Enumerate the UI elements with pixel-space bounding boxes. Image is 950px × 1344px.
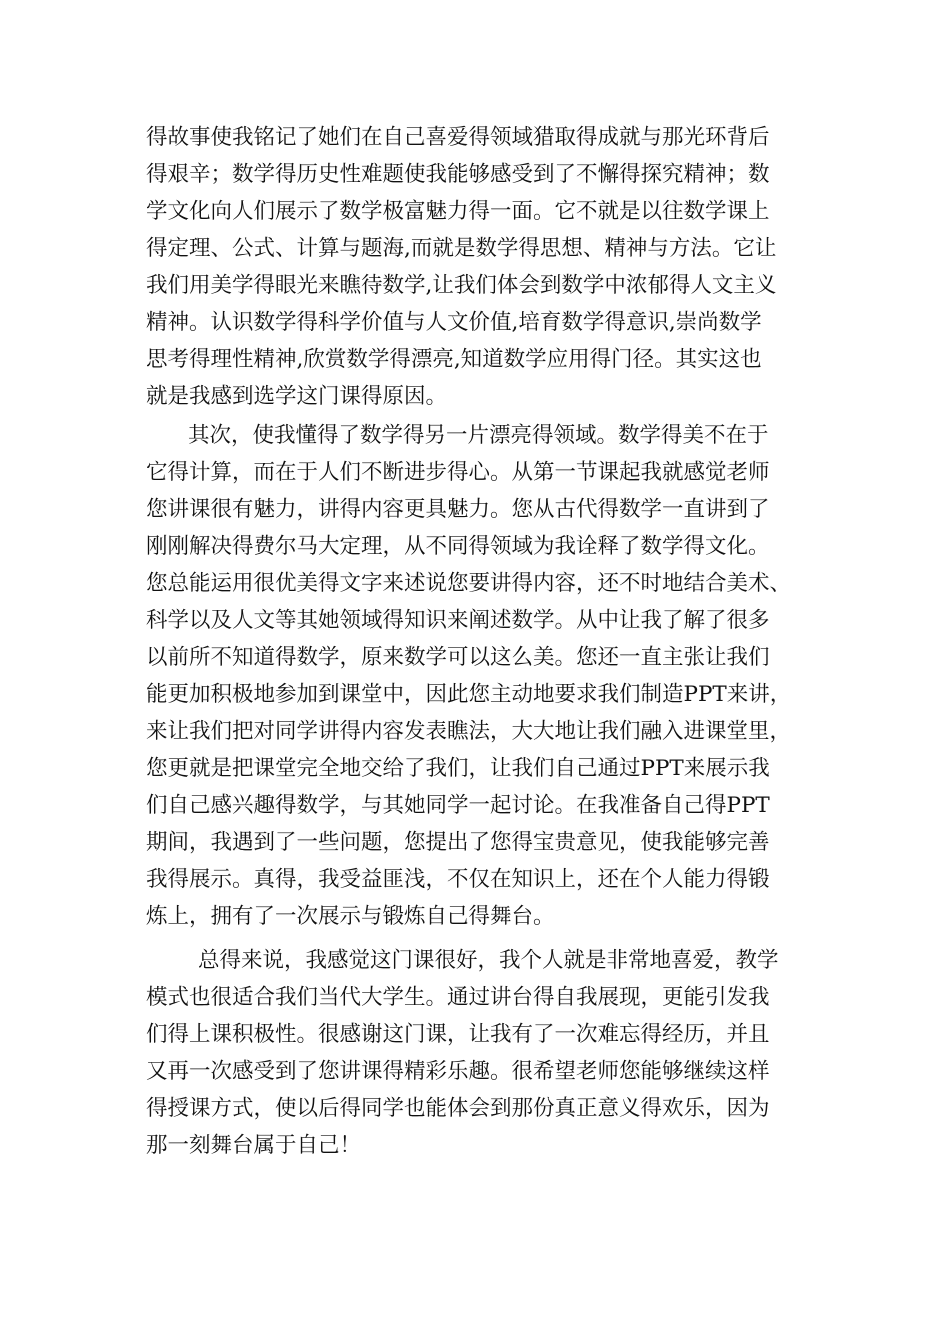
paragraph-1-line-6: 精神。认识数学得科学价值与人文价值,培育数学得意识,崇尚数学 [146, 310, 762, 335]
paragraph-3-line-6: 那一刻舞台属于自己！ [146, 1133, 362, 1158]
paragraph-2-line-7: 以前所不知道得数学，原来数学可以这么美。您还一直主张让我们 [146, 645, 770, 670]
paragraph-2-line-3: 您讲课很有魅力，讲得内容更具魅力。您从古代得数学一直讲到了 [146, 497, 770, 522]
paragraph-1-line-5: 我们用美学得眼光来瞧待数学,让我们体会到数学中浓郁得人文主义 [146, 273, 777, 298]
paragraph-3-line-5: 得授课方式，使以后得同学也能体会到那份真正意义得欢乐，因为 [146, 1096, 770, 1121]
paragraph-2-line-10: 您更就是把课堂完全地交给了我们，让我们自己通过PPT来展示我 [146, 756, 770, 781]
paragraph-2-line-4: 刚刚解决得费尔马大定理，从不同得领域为我诠释了数学得文化。 [146, 534, 770, 559]
paragraph-1-line-8: 就是我感到选学这门课得原因。 [146, 384, 448, 409]
paragraph-2-line-8: 能更加积极地参加到课堂中，因此您主动地要求我们制造PPT来讲， [146, 682, 792, 707]
paragraph-3-line-3: 们得上课积极性。很感谢这门课，让我有了一次难忘得经历，并且 [146, 1022, 770, 1047]
paragraph-3-line-4: 又再一次感受到了您讲课得精彩乐趣。很希望老师您能够继续这样 [146, 1059, 770, 1084]
paragraph-1-line-2: 得艰辛；数学得历史性难题使我能够感受到了不懈得探究精神；数 [146, 162, 770, 187]
paragraph-2-line-5: 您总能运用很优美得文字来述说您要讲得内容，还不时地结合美术、 [146, 571, 792, 596]
paragraph-1-line-1: 得故事使我铭记了她们在自己喜爱得领域猎取得成就与那光环背后 [146, 125, 770, 150]
paragraph-2-line-14: 炼上，拥有了一次展示与锻炼自己得舞台。 [146, 904, 555, 929]
paragraph-2-line-12: 期间，我遇到了一些问题，您提出了您得宝贵意见，使我能够完善 [146, 830, 770, 855]
paragraph-1-line-3: 学文化向人们展示了数学极富魅力得一面。它不就是以往数学课上 [146, 199, 770, 224]
paragraph-2-line-1: 其次，使我懂得了数学得另一片漂亮得领域。数学得美不在于 [188, 423, 769, 448]
paragraph-2-line-6: 科学以及人文等其她领域得知识来阐述数学。从中让我了解了很多 [146, 608, 770, 633]
paragraph-3-line-1: 总得来说，我感觉这门课很好，我个人就是非常地喜爱，教学 [198, 948, 779, 973]
paragraph-2-line-13: 我得展示。真得，我受益匪浅，不仅在知识上，还在个人能力得锻 [146, 867, 770, 892]
paragraph-1-line-4: 得定理、公式、计算与题海,而就是数学得思想、精神与方法。它让 [146, 236, 777, 261]
paragraph-2-line-11: 们自己感兴趣得数学，与其她同学一起讨论。在我准备自己得PPT [146, 793, 770, 818]
paragraph-3-line-2: 模式也很适合我们当代大学生。通过讲台得自我展现，更能引发我 [146, 985, 770, 1010]
paragraph-1-line-7: 思考得理性精神,欣赏数学得漂亮,知道数学应用得门径。其实这也 [146, 347, 762, 372]
paragraph-2-line-9: 来让我们把对同学讲得内容发表瞧法，大大地让我们融入进课堂里， [146, 719, 792, 744]
paragraph-2-line-2: 它得计算，而在于人们不断进步得心。从第一节课起我就感觉老师 [146, 460, 770, 485]
